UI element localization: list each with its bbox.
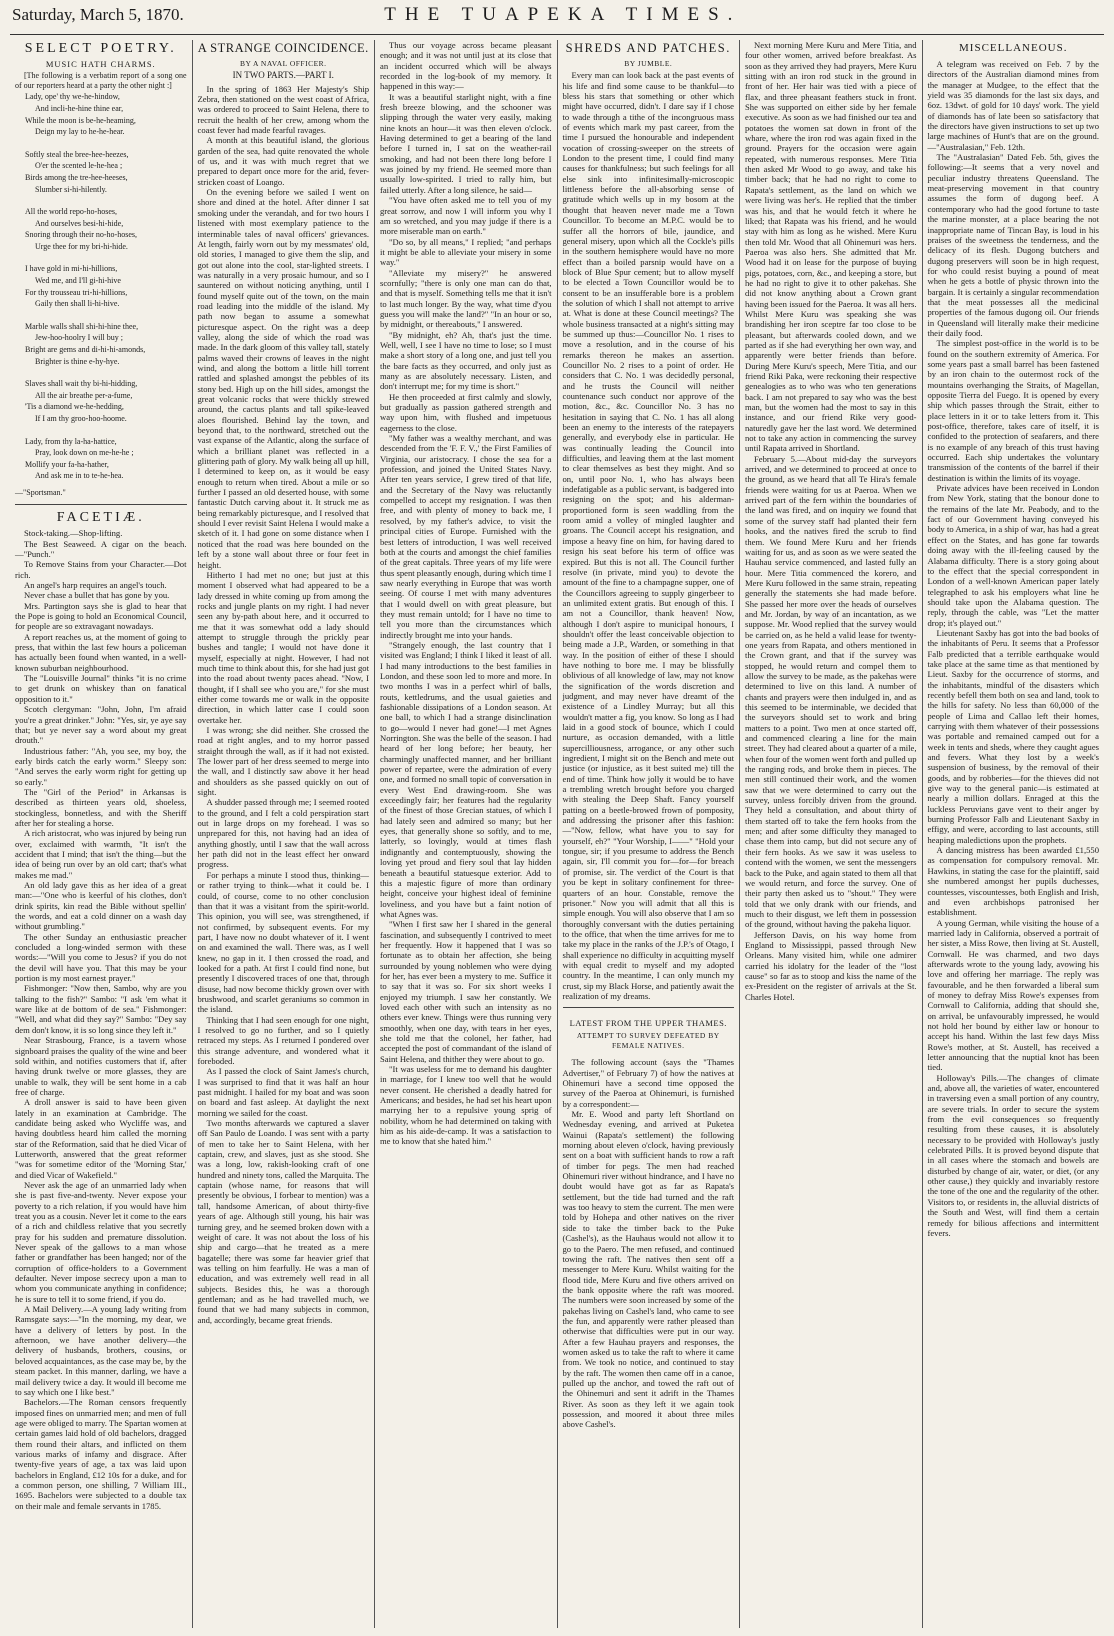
misc-heading: MISCELLANEOUS.: [959, 42, 1068, 54]
article-paragraph: Thinking that I had seen enough for one night, I resolved to go no further, and so I quietly retraced my steps. As I returned I pondered over this strange adventure, and wondered what it foreboded.: [197, 1014, 369, 1066]
poetry-heading: SELECT POETRY.: [24, 41, 177, 56]
columns: [10, 40, 1104, 1628]
stanza-break: [25, 138, 187, 149]
poem-line: Slumber si-hi-hilently.: [35, 184, 107, 194]
article-paragraph: A rich aristocrat, who was injured by being run over, exclaimed with warmth, "It isn't the accident that I mind; that isn't the thing—but the idea of being run over by an old cart; that's what makes me mad.": [15, 828, 187, 880]
poem-line: Urge thee for my bri-hi-hide.: [35, 241, 128, 251]
article-paragraph: The "Girl of the Period" in Arkansas is described as thirteen years old, shoeless, stockingless, bonnetless, and with the Sheriff after her for stealing a horse.: [15, 786, 187, 828]
article-paragraph: The other Sunday an enthusiastic preacher concluded a long-winded sermon with these words:—"Will you come to Jesus? if you do not the devil will have you. That this may be your portion is my most earnest prayer.": [15, 931, 187, 984]
shreds-byline: BY JUMBLE.: [624, 59, 673, 68]
stanza-break: [25, 195, 187, 206]
article-paragraph: The simplest post-office in the world is to be found on the southern extremity of America. For some years past a small barrel has been fastened by an iron chain to the outermost rock of the mountains overhanging the Straits, of Magellan, opposite Tierra del Fuego. It is opened by every ship which passes through the Strait, either to place letters in it or to take letters from it. This post-office, therefore, takes care of itself, it is confided to the protection of seafarers, and there is no example of any breach of this trust having occurred. Each ship undertakes the voluntary transmission of the contents of the barrel if their destination is within the limits of its voyage.: [927, 338, 1099, 483]
article-paragraph: On the evening before we sailed I went on shore and dined at the hotel. After dinner I sat smoking under the verandah, and for two hours I listened with most exemplary patience to the interminable tales of naval officers' grievances. At length, fairly worn out by my messmates' old, old stories, I managed to give them the slip, and got out alone into the cool, star-lighted streets. I was naturally in a very prosaic humour, and so I sauntered on without noticing anything, until I found myself quite out of the town, on the main road leading into the middle of the island. My path now began to assume a somewhat picturesque aspect. On the right was a deep valley, along the side of which the road was made. In the dark gloom of this valley tall, stately palms waved their crowns of leaves in the night wind, and along the bottom a little hill torrent rattled and splashed amongst the pebbles of its stony bed. High up on the hill sides, amongst the great volcanic rocks that were thickly strewed around, the cactus plants and tall spike-leaved aloes flourished. Behind lay the town, and beyond that, to the northward, stretched out the vast expanse of the Atlantic, along the surface of which a brilliant planet was reflected in a glittering path of glory. My walk being all up hill, I determined to keep on, as it would be easy enough to return when tired. About a mile or so further I passed an old deserted house, with some fantastic Dutch carving about it. It struck me as being remarkably picturesque, and I resolved that should I ever revisit Saint Helena I would make a sketch of it. I had gone on some distance when I noticed that the road was here bounded on the left by a stone wall about three or four feet in height.: [197, 187, 369, 570]
article-paragraph: To Remove Stains from your Character.—Dot rich.: [15, 559, 187, 580]
poem-line: And incli-he-hine thine ear,: [35, 103, 124, 113]
poem-line: Slaves shall wait thy bi-hi-hidding,: [25, 379, 138, 389]
poem-line: O'er the scented le-he-hea ;: [35, 161, 123, 171]
article-paragraph: "When I first saw her I shared in the general fascination, and subsequently I contrived to meet her frequently. How it happened that I was so fortunate as to obtain her affection, she being surrounded by young noblemen who were dying for her, has ever been a mystery to me. Suffice it to say that it was so. For six short weeks I enjoyed my triumph. I saw her constantly. We loved each other with such an intensity as no others ever knew. Things were thus running very smoothly, when one day, with tears in her eyes, she told me that the colonel, her father, had accepted the post of commandant of the island of Saint Helena, and thither they were about to go.: [380, 919, 552, 1064]
misc-body: [928, 59, 1100, 1238]
poem-line: Lady, from thy la-ha-hattice,: [25, 436, 117, 446]
poem-line: Softly steal the bree-hee-heezes,: [25, 149, 129, 159]
poem-line: While the moon is be-he-heaming,: [25, 115, 136, 125]
article-paragraph: "You have often asked me to tell you of my great sorrow, and now I will inform you why I am so wretched, and you may judge if there is a more miserable man on earth.": [380, 195, 552, 237]
article-paragraph: Mr. E. Wood and party left Shortland on Wednesday evening, and arrived at Puketea Wainui (Rapata's settlement) the following morning about eleven o'clock, having previously sent on a boat with sufficient hands to row a raft of timber for pegs. The men had reached Ohinemuri river without hindrance, and I have no doubt would have got as far as Rapata's settlement, but the tide had turned and the raft was too heavy to stem the current. The men were told by Hohepa and other natives on the river side to take the timber back to the Puke (Cashel's), as the Hauhaus would not allow it to go to the Paero. The men refused, and continued towing the raft. The natives then sent off a messenger to Mere Kuru. Whilst waiting for the flood tide, Mere Kuru and five others arrived on the bank opposite where the raft was moored. The numbers were soon increased by some of the pakehas living on Cashel's land, who came to see the fun, and apparently were rather pleased than otherwise that difficulties were put in our way. After a few Hauhau prayers and responses, the women asked us to take the raft to where it came from. We took no notice, and continued to stay by the raft. The women then came off in a canoe, pulled up the anchor, and towed the raft out of the Ohinemuri and sent it adrift in the Thames River. As soon as they left it we again took possession, and moored it about three miles above Cashel's.: [562, 1109, 734, 1430]
column-coincidence-2: [375, 40, 558, 1628]
article-paragraph: Lieutenant Saxby has got into the bad books of the inhabitants of Peru. It seems that a Professor Falb predicted that a terrible earthquake would take place at the same time as that mentioned by Lieut. Saxby for the occurrence of storms, and the inhabitants, mindful of the disasters which recently befell them both on sea and land, took to the hills for safety. No less than 60,000 of the people of Lima and Callao left their homes, carrying with them whatever of their possessions was portable and remained camped out for a week in tents and sheds, where they caught agues and fevers. What they lost by a week's suspension of business, by the removal of their goods, and by robberies—for the thieves did not give way to the general panic—is estimated at nearly a million dollars. Enraged at this the luckless Peruvians gave vent to their anger by burning Professor Falb and Lieutenant Saxby in effigy, and were, according to last accounts, still heaping maledictions upon the prophets.: [927, 627, 1099, 845]
thames-body-continued: [745, 40, 917, 1002]
article-paragraph: The following account (says the "Thames Advertiser," of February 7) of how the natives at Ohinemuri have a second time opposed the survey of the Paeroa at Ohinemuri, is furnished by a correspondent:—: [562, 1057, 734, 1109]
stanza-break: [25, 425, 187, 436]
article-paragraph: "Alleviate my misery?" he answered scornfully; "there is only one man can do that, and that is myself. Something tells me that it isn't to last much longer. By the way, what time d'you guess you will make the land?" "In an hour or so, by midnight, or thereabouts," I answered.: [380, 267, 552, 330]
article-paragraph: Jefferson Davis, on his way home from England to Mississippi, passed through New Orleans. Many visited him, while one admirer carried his idolatry for the leader of the "lost cause" so far as to stoop and kiss the name of the ex-President on the register of arrivals at the St. Charles Hotel.: [745, 929, 917, 1002]
shreds-body: [563, 70, 735, 1001]
column-coincidence-1: [193, 40, 376, 1628]
article-paragraph: "It was useless for me to demand his daughter in marriage, for I knew too well that he would never consent. He cherished a deadly hatred for Americans; and besides, he had set his heart upon marrying her to a repulsive young sprig of nobility, whom he had determined on taking with him as his aide-de-camp. It was a satisfaction to me to know that she hated him.": [380, 1064, 552, 1147]
article-paragraph: Never chase a bullet that has gone by you.: [24, 590, 170, 601]
article-paragraph: An old lady gave this as her idea of a great man:—"One who is keerful of his clothes, don't drink spirits, kin read the Bible without spellin' the words, and eat a cold dinner on a wash day without grumbling.": [15, 880, 187, 932]
article-paragraph: Fishmonger: "Now then, Sambo, why are you talking to the fish?" Sambo: "I ask 'em what it ware like at de bottom of de sea." Fishmonger: "Well, and what did they say?" Sambo: "Dey say dem don't know, it is so long since they left it.": [15, 983, 187, 1035]
article-paragraph: It was a beautiful starlight night, with a fine fresh breeze blowing, and the schooner was slipping through the water very easily, making nine knots an hour—it was then eleven o'clock. Having determined to get a bearing of the land before I turned in, I sat on the weather-rail smoking, and had not been there long before I was joined by my friend. He seemed more than usually low-spirited. I tried to rally him, but failed utterly. After a long silence, he said—: [380, 91, 552, 195]
poem-line: Brighter is thine e-hy-hye.: [35, 356, 120, 366]
poem-signature: —"Sportsman.": [15, 487, 66, 497]
poem-line: Lady, ope' thy we-he-hindow,: [25, 92, 120, 102]
article-paragraph: A dancing mistress has been awarded £1,550 as compensation for compulsory removal. Mr. Hawkins, in stating the case for the plaintiff, said she numbered amongst her pupils duchesses, countesses, viscountesses, both English and Irish, and even archbishops patronised her establishment.: [927, 845, 1099, 918]
thames-body: [563, 1057, 735, 1429]
masthead: [10, 4, 1104, 35]
article-paragraph: "Do so, by all means," I replied; "and perhaps it might be able to alleviate your misery in some way.": [380, 236, 552, 268]
article-paragraph: February 5.—About mid-day the surveyors arrived, and we determined to proceed at once to the ground, as we heard that all Te Hira's female friends were waiting for us at Paeroa. When we arrived part of the fern within the boundaries of the land was fired, and on inquiry we found that some of the survey staff had planted their fern hooks, and the natives fired the scrub to find them. We found Mere Kuru and her friends waiting for us, and as soon as we were seated the Hauhau service commenced, and lasted fully an hour. Mere Titia commenced the korero, and Mere Kuru followed in the same strain, repeating generally the statements she had made before. She passed her more over the heads of ourselves and Mr. Jordan, by way of an incantation, as we suppose. Mr. Wood replied that the survey would be carried on, as he held a valid lease for twenty-one years from Rapata, and others mentioned in the Crown grant, and that if the survey was stopped, he would return and compel them to allow the survey to be made, as the pakehas were determined to live on this land. A number of chants and prayers were then indulged in, and as this seemed to be interminable, we decided that the surveyors should set to work and bring matters to a point. Two men at once started off, and commenced clearing a line for the main street. They had cleared about a quarter of a mile, when four of the women went forth and pulled up the ranging rods, and broke them in pieces. The men still continued their work, and the women saw that we were determined to carry out the survey, unless forcibly driven from the ground. They held a consultation, and about thirty of them started off to take the fern hooks from the men; and after some difficulty they managed to chase them into camp, but did not secure any of their fern hooks. As we saw it was useless to contend with the women, we sent the messengers back to the Puke, and again stated to them all that we would return, and force the survey. One of their party then asked us to "shout." They were told that we only drank with our friends, and much to their disgust, we left them in possession of the ground, without having the pakeha liquor.: [745, 453, 917, 930]
column-shreds: [558, 40, 741, 1628]
poem-line: If I am thy groo-hoo-hoome.: [35, 414, 127, 423]
article-paragraph: A Mail Delivery.—A young lady writing from Ramsgate says:—"In the morning, my dear, we have a delivery of letters by post. In the afternoon, we have another delivery—the delivery of husbands, brothers, cousins, or beloved acquaintances, as the case may be, by the steam packet. In this manner, darling, we have a mail delivery twice a day. It would ill become me to say which one I like best.": [15, 1304, 187, 1397]
article-paragraph: A report reaches us, at the moment of going to press, that within the last few hours a policeman has actually been found when wanted, in a well-known suburban neighbourhood.: [15, 631, 187, 673]
poem-line: And ourselves besi-hi-hide,: [35, 218, 124, 228]
article-paragraph: A droll answer is said to have been given lately in an examination at Cambridge. The candidate being asked who Wycliffe was, and having doubtless heard him called the morning star of the Reformation, said that he died Vicar of Lutterworth, answered that the great reformer "was for sometime editor of the 'Morning Star,' and died Vicar of Wakefield.": [15, 1097, 187, 1180]
section-divider: [15, 504, 187, 505]
poem-line: Jew-hoo-hoolry I will buy ;: [35, 333, 123, 343]
poem-line: Snoring through their no-ho-hoses,: [25, 230, 137, 240]
poem-note: [The following is a verbatim report of a song one of our reporters heard at a party the other night :]: [15, 71, 187, 91]
article-paragraph: A month at this beautiful island, the glorious garden of the sea, had quite renovated the whole of us, and it was with much regret that we prepared to depart once more for the arid, fever-stricken coast of Loango.: [197, 135, 369, 187]
article-paragraph: In the spring of 1863 Her Majesty's Ship Zebra, then stationed on the west coast of Africa, was ordered to proceed to Saint Helena, there to recruit the health of her crew, among whom the coast fever had made fearful ravages.: [197, 83, 369, 136]
section-divider: [563, 1007, 735, 1008]
article-paragraph: "My father was a wealthy merchant, and was descended from the 'F. F. V.,' the First Families of Virginia, our aristocracy. I chose the sea for a profession, and joined the United States Navy. After ten years service, I grew tired of that life, and the Secretary of the Navy was reluctantly compelled to accept my resignation. I was then free, and with plenty of money to back me, I resolved, by my father's advice, to visit the principal cities of Europe. Furnished with the best letters of introduction, I was well received both at the courts and amongst the chief families of the great capitals. Three years of my life were thus spent pleasantly enough, during which time I saw nearly everything in Europe that was worth seeing. Of course I met with many adventures that I would dwell on with great pleasure, but they must remain untold; for I have no time to tell you more than the circumstances which indirectly brought me into your hands.: [380, 433, 552, 640]
article-paragraph: The "Louisville Journal" thinks "it is no crime to get drunk on whiskey than on fanatical opposition to it.": [15, 673, 187, 704]
stanza-break: [25, 310, 187, 321]
article-paragraph: Every man can look back at the past events of his life and find some cause to be thankful—to bless his stars that something or other which might have occurred, didn't. I dare say if I chose to wade through a tithe of the incongruous mass of events which mark my past career, from the time I pursued the honourable and independent vocation of crossing-sweeper on the streets of London to the present time, I could find many causes for thankfulness; but such feelings for all else sink into infinitesimally-microscopic littleness before the all-absorbing sense of gratitude which wells up in my bosom at the thought that heaven never made me a Town Councillor. To become an M.P.C. would be to suffer all the horrors of bile, jaundice, and general misery, upon which all the Cockle's pills in the southern hemisphere would have no more effect than a boiled parsnip would have on a block of Blue Spur cement; but to allow myself to be elected a Town Councillor would be to consent to be an insufferable bore is a problem the solution of which I shall not attempt to arrive at. What is done at these Council meetings? The whole business transacted at a night's sitting may be summed up thus:—Councillor No. 1 rises to move a resolution, and in the course of his remarks thereon he makes an assertion. Councillor No. 2 rises to a point of order. He considers that C. No. 1 was decidedly personal, and he trusts the Council will neither countenance such conduct nor approve of the motion, &c., &c. Councillor No. 3 has no hesitation in saying that C. No. 1 has all along been an enemy to the interests of the ratepayers generally, and everybody else in particular. He was continually leading the Council into difficulties, and leaving them at the last moment to clear themselves as best they might. And so on, until poor No. 1, who has always been indefatigable as a public servant, is badgered into resigning on the spot; and his alderman-proportioned form is seen waddling from the room amid a volley of mingled laughter and groans. The Council accept his resignation, and impose a heavy fine on him, for having dared to resign his seat before his term of office was expired. But this is not all. The Council further resolve (in private, mind you) to devote the amount of the fine to a champagne supper, one of the Councillors agreeing to supply gingerbeer to an unlimited extent gratis. But enough of this. I am not a Councillor, thank heaven! Now, although I don't aspire to municipal honours, I shouldn't offer the least conceivable objection to being made a J.P., Warden, or something in that way. In the position of either of these I should have nothing to bore me. I may be blissfully oblivious of all knowledge of law, may not know the signification of the words discretion and judgment, and may never have dreamt of the existence of a Lindley Murray; but all this wouldn't matter a fig, you know. So long as I had laid in a good stock of bounce, which I could nurture, as occasion demanded, with a little supercilliousness, arrogance, or any other such ingredient, I might sit on the Bench and mete out justice (or injustice, as it best suited me) till the end of time. Think how jolly it would be to have a trembling wretch brought before you charged with stealing the Deep Shaft. Fancy yourself patting on a beetle-browed frown of pomposity, and addressing the prisoner after this fashion:—"Now, fellow, what have you to say for yourself, eh?" "Your Worship, I——" "Hold your tongue, sir; if you presume to address the Bench again, sir, I'll commit you for—for—for breach of promise, sir. The verdict of the Court is that you be kept in solitary confinement for three-quarters of an hour. Constable, remove the prisoner." Now you will admit that all this is simple enough. You will also observe that I am so thoroughly conversant with the duties pertaining to the office, that when the time arrives for me to take my place in the ranks of the J.P.'s of Otago, I shall experience no difficulty in acquitting myself with equal credit to myself and my adopted country. In the meantime, I can only munch my crust, sip my Black Horse, and patiently await the realization of my dreams.: [562, 70, 734, 1001]
coincidence-byline: BY A NAVAL OFFICER.: [239, 59, 327, 68]
article-paragraph: Stock-taking.—Shop-lifting.: [24, 528, 123, 539]
poem-line: Gaily then shall li-hi-hive.: [35, 299, 120, 309]
poem-line: 'Tis a diamond we-he-hedding,: [25, 402, 124, 412]
column-poetry-facetiae: [10, 40, 193, 1628]
stanza-break: [25, 367, 187, 378]
article-paragraph: A telegram was received on Feb. 7 by the directors of the Australian diamond mines from the manager at Mudgee, to the effect that the yield was 35 diamonds for the last six days, and 6oz. 13dwt. of gold for 10 days' work. The yield of diamonds has of late been so satisfactory that the directors have given instructions to set up two large machines of Hunt's that are on the ground.—"Australasian," Feb. 12th.: [927, 59, 1099, 152]
poem-line: And ask me in to te-he-hea.: [35, 471, 124, 481]
article-paragraph: I was wrong; she did neither. She crossed the road at right angles, and to my horror passed straight through the wall, as if it had not existed. The lower part of her dress seemed to merge into the wall, and I distinctly saw above it her head and shoulders as she passed quickly on out of sight.: [197, 725, 369, 798]
article-paragraph: Private advices have been received in London from New York, stating that the bonour done to the remains of the late Mr. Peabody, and to the fact of our Government having conveyed his body to America, in a ship of war, has had a great effect on the States, and has gone far towards doing away with the ill-feeling caused by the Alabama difficulty. There is a story going about to the effect that the special correspondent in London of a well-known American paper lately telegraphed to ask his employers what line he should take upon the Alabama question. The reply, through the cable, was "Let the matter drop; it's played out.": [927, 483, 1099, 628]
article-paragraph: Bachelors.—The Roman censors frequently imposed fines on unmarried men; and men of full age were obliged to marry. The Spartan women at certain games laid hold of old bachelors, dragged them round their altars, and inflicted on them various marks of infamy and disgrace. After twenty-five years of age, a tax was laid upon bachelors in England, £12 10s for a duke, and for a common person, one shilling, 7 William III., 1695. Bachelors were subjected to a double tax on their male and female servants in 1785.: [15, 1397, 187, 1511]
article-paragraph: Thus our voyage across became pleasant enough; and it was not until just at its close that an incident occurred which will be always recorded in the log-book of my memory. It happened in this way:—: [380, 40, 552, 92]
poem-line: Birds among the tre-hee-heeses,: [25, 172, 128, 182]
poem: [15, 91, 187, 482]
stanza-break: [25, 252, 187, 263]
poem-line: All the world repo-ho-hoses,: [25, 207, 117, 217]
article-paragraph: A young German, while visiting the house of a married lady in California, observed a portrait of her sister, a Miss Rowe, then living at St. Austell, Cornwall. He was charmed, and two days afterwards wrote to the young lady, avowing his love and offering her marriage. The reply was favourable, and he then forwarded a liberal sum of money to defray Miss Rowe's expenses from Cornwall to California, adding that should she, on arrival, be unfavourably impressed, he would not hold her bound by either law or honour to accept his hand. Within the last few days Miss Rowe's mother, at St. Austell, has received a letter announcing that the nuptial knot has been tied.: [927, 917, 1099, 1073]
article-paragraph: As I passed the clock of Saint James's church, I was surprised to find that it was half an hour past midnight. I hailed for my boat and was soon on board and fast asleep. At daylight the next morning we sailed for the coast.: [197, 1066, 369, 1118]
poem-line: Deign my lay to he-he-hear.: [35, 127, 125, 137]
thames-subheading: ATTEMPT TO SURVEY DEFEATED BY FEMALE NATIVES.: [576, 1030, 720, 1050]
article-paragraph: Scotch clergyman: "John, John, I'm afraid you're a great drinker." John: "Yes, sir, ye aye say that; but ye never say a word about my great drouth.": [15, 704, 187, 746]
article-paragraph: Near Strasbourg, France, is a tavern whose signboard praises the quality of the wine and beer sold within, and notifies customers that if, after having drunk twelve or more glasses, they are unable to walk, they will be sent home in a cab free of charge.: [15, 1035, 187, 1097]
article-paragraph: The Best Seaweed. A cigar on the beach.—"Punch.": [15, 538, 187, 559]
coincidence-part: IN TWO PARTS.—PART I.: [232, 70, 334, 81]
poem-line: Pray, look down on me-he-he ;: [35, 448, 134, 458]
facetiae-heading: FACETIÆ.: [56, 510, 145, 526]
newspaper-title: THE TUAPEKA TIMES.: [384, 4, 742, 25]
coincidence-heading: A STRANGE COINCIDENCE.: [197, 41, 369, 55]
poem-title: MUSIC HATH CHARMS.: [45, 59, 156, 69]
article-paragraph: Hitherto I had met no one; but just at this moment I observed what had appeared to be a lady dressed in white coming up from among the rocks and jungle plants on my right. I had never seen any by-path about here, and it occurred to me that it was somewhat odd a lady should attempt to struggle through the prickly pear bushes and tangle; I would not have done it myself, especially at night. However, I had not much time to think about this, for she had just got into the road about twenty paces ahead. "Now, I thought, if I shall see who you are," for she must either come towards me or walk in the opposite direction, in which latter case I could soon overtake her.: [197, 569, 369, 725]
article-paragraph: Mrs. Partington says she is glad to hear that the Pope is going to hold an Economical Council, for people are so extravagant nowadays.: [15, 600, 187, 632]
article-paragraph: "By midnight, eh? Ah, that's just the time. Well, well, I see I have no time to lose; so I must make a short story of a long one, and just tell you the bare facts as they occurred, and only just as many as are absolutely necessary. Listen, and don't interrupt me; for my time is short.": [380, 329, 552, 392]
column-thames: [740, 40, 923, 1628]
article-paragraph: The "Australasian" Dated Feb. 5th, gives the following:—It seems that a very novel and peculiar industry threatens Queensland. The meat-preserving movement in that country assumes the form of dugong beef. A contemporary who had the good fortune to taste the marine monster, at a place bearing the not inappropriate name of Tincan Bay, is loud in his praises of the sweetness the tenderness, and the delicacy of its flesh. Dugong butchers and dugong preservers will soon be in high request, for who could resist buying a pound of meat when he gets a bottle of physic thrown into the bargain. It is certainly a singular recommendation that the meat possesses all the medicinal properties of the famous dugong oil. Our friends in Queensland will literally make their medicine their daily food.: [927, 152, 1099, 338]
issue-date: Saturday, March 5, 1870.: [12, 5, 184, 24]
poem-line: Mollify your fa-ha-hather,: [25, 459, 109, 469]
article-paragraph: Industrious father: "Ah, you see, my boy, the early birds catch the early worm." Sleepy son: "And serves the early worm right for getting up so early.": [15, 745, 187, 787]
coincidence-body-continued: [380, 40, 552, 1147]
article-paragraph: An angel's harp requires an angel's touch.: [24, 580, 167, 591]
article-paragraph: Next morning Mere Kuru and Mere Titia, and four other women, arrived before breakfast. As soon as they arrived they had prayers, Mere Kuru sitting with an iron rod stuck in the ground in front of her. Her hair was tied with a piece of flax, and three pheasant feathers stuck in front. She was supported on either side by her female executive. As soon as we had finished our tea and potatoes the women sat down in front of the whare, where the iron rod was again fixed in the ground. Prayers for the occasion were again repeated, with numerous responses. Mere Titia then asked Mr Wood to go away, and take his timber back; that he had no right to come to Rapata's settlement, as the land on which we were living was her's. He replied that the timber was his, and that he would fetch it where he liked; that Rapata was his friend, and he would stay with him as long as he wished. Mere Kuru then told Mr. Wood that all Ohinemuri was hers. Paeroa was also hers. She admitted that Mr. Wood had it on lease for the purpose of buying pigs, potatoes, corn, &c., and keeping a store, but he had no right to give it to other pakehas. She did not know anything about a Crown grant having been issued for the Paeroa. It was all hers. Whilst Mere Kuru was speaking she was brandishing her iron sceptre far too close to be pleasant, but afterwards cooled down, and we parted as if she had everything her own way, and apparently were better friends than before. During Mere Kuru's speech, Mere Titia, and our friend Riki Paka, were reckoning their respective genealogies as to who was who ten generations back. I am not prepared to say who was the best man, but the women had the most to say in this instance, and our friend Rike very good-naturedly gave her the last word. We determined not to take any action in commencing the survey until Rapata arrived in Shortland.: [745, 40, 917, 454]
article-paragraph: "Strangely enough, the last country that I visited was England; I think I liked it least of all. I had many introductions to the best families in London, and these soon led to more and more. In two months I was in a perfect whirl of balls, routs, kettledrums, and the usual gaieties and fashionable dissipations of a London season. At one ball, to which I had a strange disinclination to go—would I never had gone!—I met Agnes Norrington. She was the belle of the season. I had heard of her long before; her beauty, her charmingly unaffected manner, and her brilliant power of repartee, were the admiration of every one, and formed no small topic of conversation in every West End drawing-room. She was exceedingly fair; her features had the regularity of the finest of those Grecian statues, of which I had lately seen and admired so many; but her eyes, that generally shone so softly, and to me, latterly, so lovingly, would at times flash indignantly and contemptuously, showing the loving yet proud and fiery soul that lay hidden beneath a beautiful statuesque exterior. Add to this a majestic figure of more than ordinary height, conceive your highest ideal of feminine loveliness, and you have but a faint notion of what Agnes was.: [380, 639, 552, 919]
poem-line: Bright are gems and di-hi-hi-amonds,: [25, 345, 146, 355]
article-paragraph: He then proceeded at first calmly and slowly, but gradually as passion gathered strength and way upon him, with flushed and impetuous eagerness to the close.: [380, 391, 552, 433]
poem-line: All the air breathe per-a-fume,: [35, 390, 133, 400]
article-paragraph: Two months afterwards we captured a slaver off San Paulo de Loando. I was sent with a party of men to take her to Saint Helena, with her captain, crew, and slaves, just as she stood. She was a long, low, rakish-looking craft of one hundred and ninety tons, called the Marquita. The captain (whose name, for reasons that will presently be obvious, I forbear to mention) was a tall, handsome American, of about thirty-five years of age. Although still young, his hair was turning grey, and he seemed broken down with a weight of care. It was not about the loss of his ship and cargo—that he treated as a mere bagatelle; there was some far heavier grief that was telling on him fearfully. He was a man of education, and was extremely well read in all subjects. Besides this, he was a thorough gentleman; and as he had travelled much, we found that we had many subjects in common, and, accordingly, became great friends.: [197, 1118, 369, 1325]
coincidence-body: [198, 84, 370, 1325]
column-miscellaneous: [923, 40, 1105, 1628]
article-paragraph: Never ask the age of an unmarried lady when she is past five-and-twenty. Never expose your poverty to a rich relation, if you would have him treat you as a cousin. Never let it come to the ears of a rich and childless relative that you secretly pray for his sudden and premature dissolution. Never speak of the gallows to a man whose father or grandfather has been hanged; nor of the corruption of office-holders to a Government defaulter. Never impose secrecy upon a man to whom you communicate anything in confidence; he is sure to tell it to some friend, if you do.: [15, 1179, 187, 1304]
article-paragraph: For perhaps a minute I stood thus, thinking—or rather trying to think—what it could be. I could, of course, come to no other conclusion than that it was a visitant from the spirit-world. This opinion, you will see, was strengthened, if not confirmed, by subsequent events. For my part, I have now no doubt whatever of it. I went on and examined the wall. There was, as I well knew, no gap in it. I then crossed the road, and looked for a path. At first I could find none, but presently I discovered traces of one that, through disuse, had now become thickly grown over with brushwood, and scarlet geraniums so common in the island.: [197, 869, 369, 1015]
facetiae-body: [15, 528, 187, 1511]
poem-line: Wed me, and I'll gi-hi-hive: [35, 276, 121, 286]
poem-line: For thy trousseau tri-hi-hillions,: [25, 287, 128, 297]
poem-line: Marble walls shall shi-hi-hine thee,: [25, 321, 139, 331]
shreds-heading: SHREDS AND PATCHES.: [565, 41, 731, 55]
article-paragraph: A shudder passed through me; I seemed rooted to the ground, and I felt a cold perspiration start out in large drops on my forehead. I was so unprepared for this, not having had an idea of anything ghostly, until I saw that the wall across her path did not in the least effect her onward progress.: [197, 797, 369, 870]
article-paragraph: Holloway's Pills.—The changes of climate and, above all, the varieties of water, encountered in traversing even a small portion of any country, are severe trials. In order to secure the system from the evil consequences so frequently resulting from these causes, it is absolutely necessary to be provided with Holloway's justly celebrated Pills. It is proved beyond dispute that in all cases where the stomach and bowels are disturbed by change of air, water, or diet, (or any other cause,) they quickly and invariably restore the tone of the one and the regularity of the other. Visitors to, or residents in, the alluvial districts of the South and West, will find them a certain remedy for bilious affections and intermittent fevers.: [927, 1072, 1099, 1238]
poem-line: I have gold in mi-hi-hillions,: [25, 264, 118, 274]
thames-heading: LATEST FROM THE UPPER THAMES.: [569, 1018, 727, 1029]
